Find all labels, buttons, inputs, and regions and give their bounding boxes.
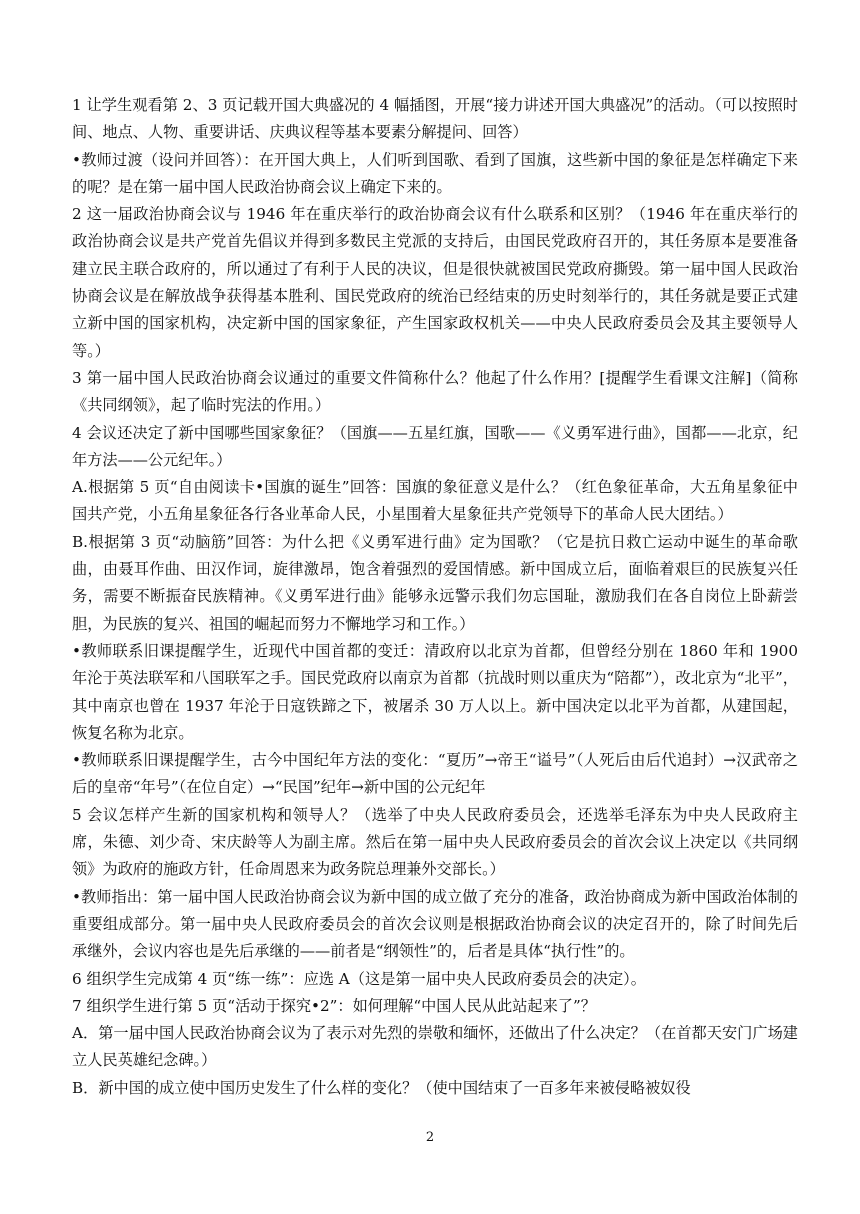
paragraph-3-common-program: 3 第一届中国人民政治协商会议通过的重要文件简称什么？他起了什么作用？[提醒学生看课文注解]（简称《共同纲领》，起了临时宪法的作用。）	[72, 368, 798, 415]
paragraph-7-activity: 7 组织学生进行第 5 页“活动于探究•2”：如何理解“中国人民从此站起来了”？	[72, 996, 596, 1015]
paragraph-teacher-transition: •教师过渡（设问并回答）：在开国大典上，人们听到国歌、看到了国旗，这些新中国的象征是怎样确定下来的呢？是在第一届中国人民政治协商会议上确定下来的。	[72, 150, 798, 196]
paragraph-calendar-changes: •教师联系旧课提醒学生，古今中国纪年方法的变化：“夏历”→帝王“谥号”（人死后由后代追封）→汉武帝之后的皇帝“年号”（在位自定）→“民国”纪年→新中国的公元纪年	[72, 751, 798, 797]
paragraph-6-practice: 6 组织学生完成第 4 页“练一练”：应选 A（这是第一届中央人民政府委员会的决定）。	[72, 969, 646, 988]
paragraph-5-state-organs: 5 会议怎样产生新的国家机构和领导人？（选举了中央人民政府委员会，还选举毛泽东为中央人民政府主席，朱德、刘少奇、宋庆龄等人为副主席。然后在第一届中央人民政府委员会的首次会议上决定以《共同纲领》为政府的施政方针，任命周恩来为政务院总理兼外交部长。）	[72, 805, 798, 879]
paragraph-4b-national-anthem: B.根据第 3 页“动脑筋”回答：为什么把《义勇军进行曲》定为国歌？（它是抗日救亡运动中诞生的革命歌曲，由聂耳作曲、田汉作词，旋律激昂，饱含着强烈的爱国情感。新中国成立后，面临着艰巨的民族复兴任务，需要不断振奋民族精神。《义勇军进行曲》能够永远警示我们勿忘国耻，激励我们在各自岗位上卧薪尝胆，为民族的复兴、祖国的崛起而努力不懈地学习和工作。）	[72, 532, 798, 633]
paragraph-capital-changes: •教师联系旧课提醒学生，近现代中国首都的变迁：清政府以北京为首都，但曾经分别在 1860 年和 1900 年沦于英法联军和八国联军之手。国民党政府以南京为首都（抗战时则以重庆为“陪都”），改北京为“北平”，其中南京也曾在 1937 年沦于日寇铁蹄之下，被屠杀 30 万人以上。新中国决定以北平为首都，从建国起，恢复名称为北京。	[72, 641, 798, 742]
paragraph-7a-monument: A．第一届中国人民政治协商会议为了表示对先烈的崇敬和缅怀，还做出了什么决定？（在首都天安门广场建立人民英雄纪念碑。）	[72, 1024, 798, 1070]
paragraph-7b-history-change: B．新中国的成立使中国历史发生了什么样的变化？（使中国结束了一百多年来被侵略被奴役	[72, 1078, 691, 1097]
paragraph-teacher-points-out: •教师指出：第一届中国人民政治协商会议为新中国的成立做了充分的准备，政治协商成为新中国政治体制的重要组成部分。第一届中央人民政府委员会的首次会议则是根据政治协商会议的决定召开的，除了时间先后承继外，会议内容也是先后承继的——前者是“纲领性”的，后者是具体“执行性”的。	[72, 887, 798, 961]
page-number: 2	[425, 1130, 435, 1145]
body-text	[72, 92, 798, 1102]
paragraph-4-national-symbols: 4 会议还决定了新中国哪些国家象征？（国旗——五星红旗，国歌——《义勇军进行曲》，国都——北京，纪年方法——公元纪年。）	[72, 423, 798, 469]
paragraph-2-cppcc-comparison: 2 这一届政治协商会议与 1946 年在重庆举行的政治协商会议有什么联系和区别？（1946 年在重庆举行的政治协商会议是共产党首先倡议并得到多数民主党派的支持后，由国民党政府召开的，其任务原本是要准备建立民主联合政府的，所以通过了有利于人民的决议，但是很快就被国民党政府撕毁。第一届中国人民政治协商会议是在解放战争获得基本胜利、国民党政府的统治已经结束的历史时刻举行的，其任务就是要正式建立新中国的国家机构，决定新中国的国家象征，产生国家政权机关——中央人民政府委员会及其主要领导人等。）	[72, 205, 798, 360]
paragraph-1-opening-ceremony: 1 让学生观看第 2、3 页记载开国大典盛况的 4 幅插图，开展“接力讲述开国大典盛况”的活动。（可以按照时间、地点、人物、重要讲话、庆典议程等基本要素分解提问、回答）	[72, 96, 798, 142]
paragraph-4a-national-flag: A.根据第 5 页“自由阅读卡•国旗的诞生”回答：国旗的象征意义是什么？（红色象征革命，大五角星象征中国共产党，小五角星象征各行各业革命人民，小星围着大星象征共产党领导下的革命人民大团结。）	[72, 478, 798, 524]
